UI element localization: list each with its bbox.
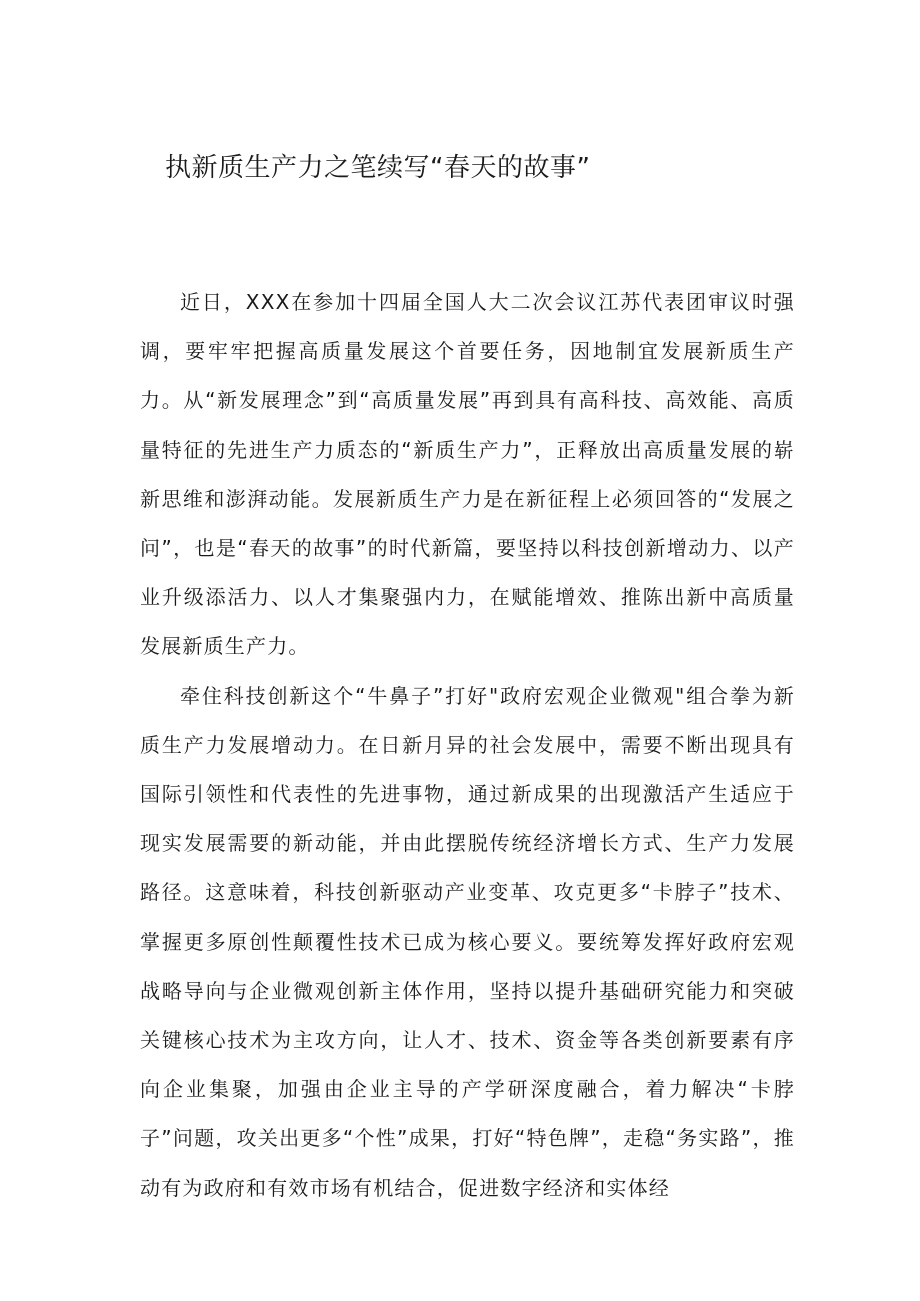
paragraph-1: 近日，XXX在参加十四届全国人大二次会议江苏代表团审议时强调，要牢牢把握高质量发展这个首要任务，因地制宜发展新质生产力。从“新发展理念”到“高质量发展”再到具有高科技、高效能、高质量特征的先进生产力质态的“新质生产力”，正释放出高质量发展的崭新思维和澎湃动能。发展新质生产力是在新征程上必须回答的“发展之问”，也是“春天的故事”的时代新篇，要坚持以科技创新增动力、以产业升级添活力、以人才集聚强内力，在赋能增效、推陈出新中高质量发展新质生产力。 (140, 290, 795, 659)
document-title: 执新质生产力之笔续写“春天的故事” (165, 153, 591, 183)
paragraph-2: 牵住科技创新这个“牛鼻子”打好"政府宏观企业微观"组合拳为新质生产力发展增动力。在日新月异的社会发展中，需要不断出现具有国际引领性和代表性的先进事物，通过新成果的出现激活产生适应于现实发展需要的新动能，并由此摆脱传统经济增长方式、生产力发展路径。这意味着，科技创新驱动产业变革、攻克更多“卡脖子”技术、掌握更多原创性颠覆性技术已成为核心要义。要统筹发挥好政府宏观战略导向与企业微观创新主体作用，坚持以提升基础研究能力和突破关键核心技术为主攻方向，让人才、技术、资金等各类创新要素有序向企业集聚，加强由企业主导的产学研深度融合，着力解决“卡脖子”问题，攻关出更多“个性”成果，打好“特色牌”，走稳“务实路”，推动有为政府和有效市场有机结合，促进数字经济和实体经 (140, 683, 795, 1200)
document-body (140, 278, 795, 1213)
